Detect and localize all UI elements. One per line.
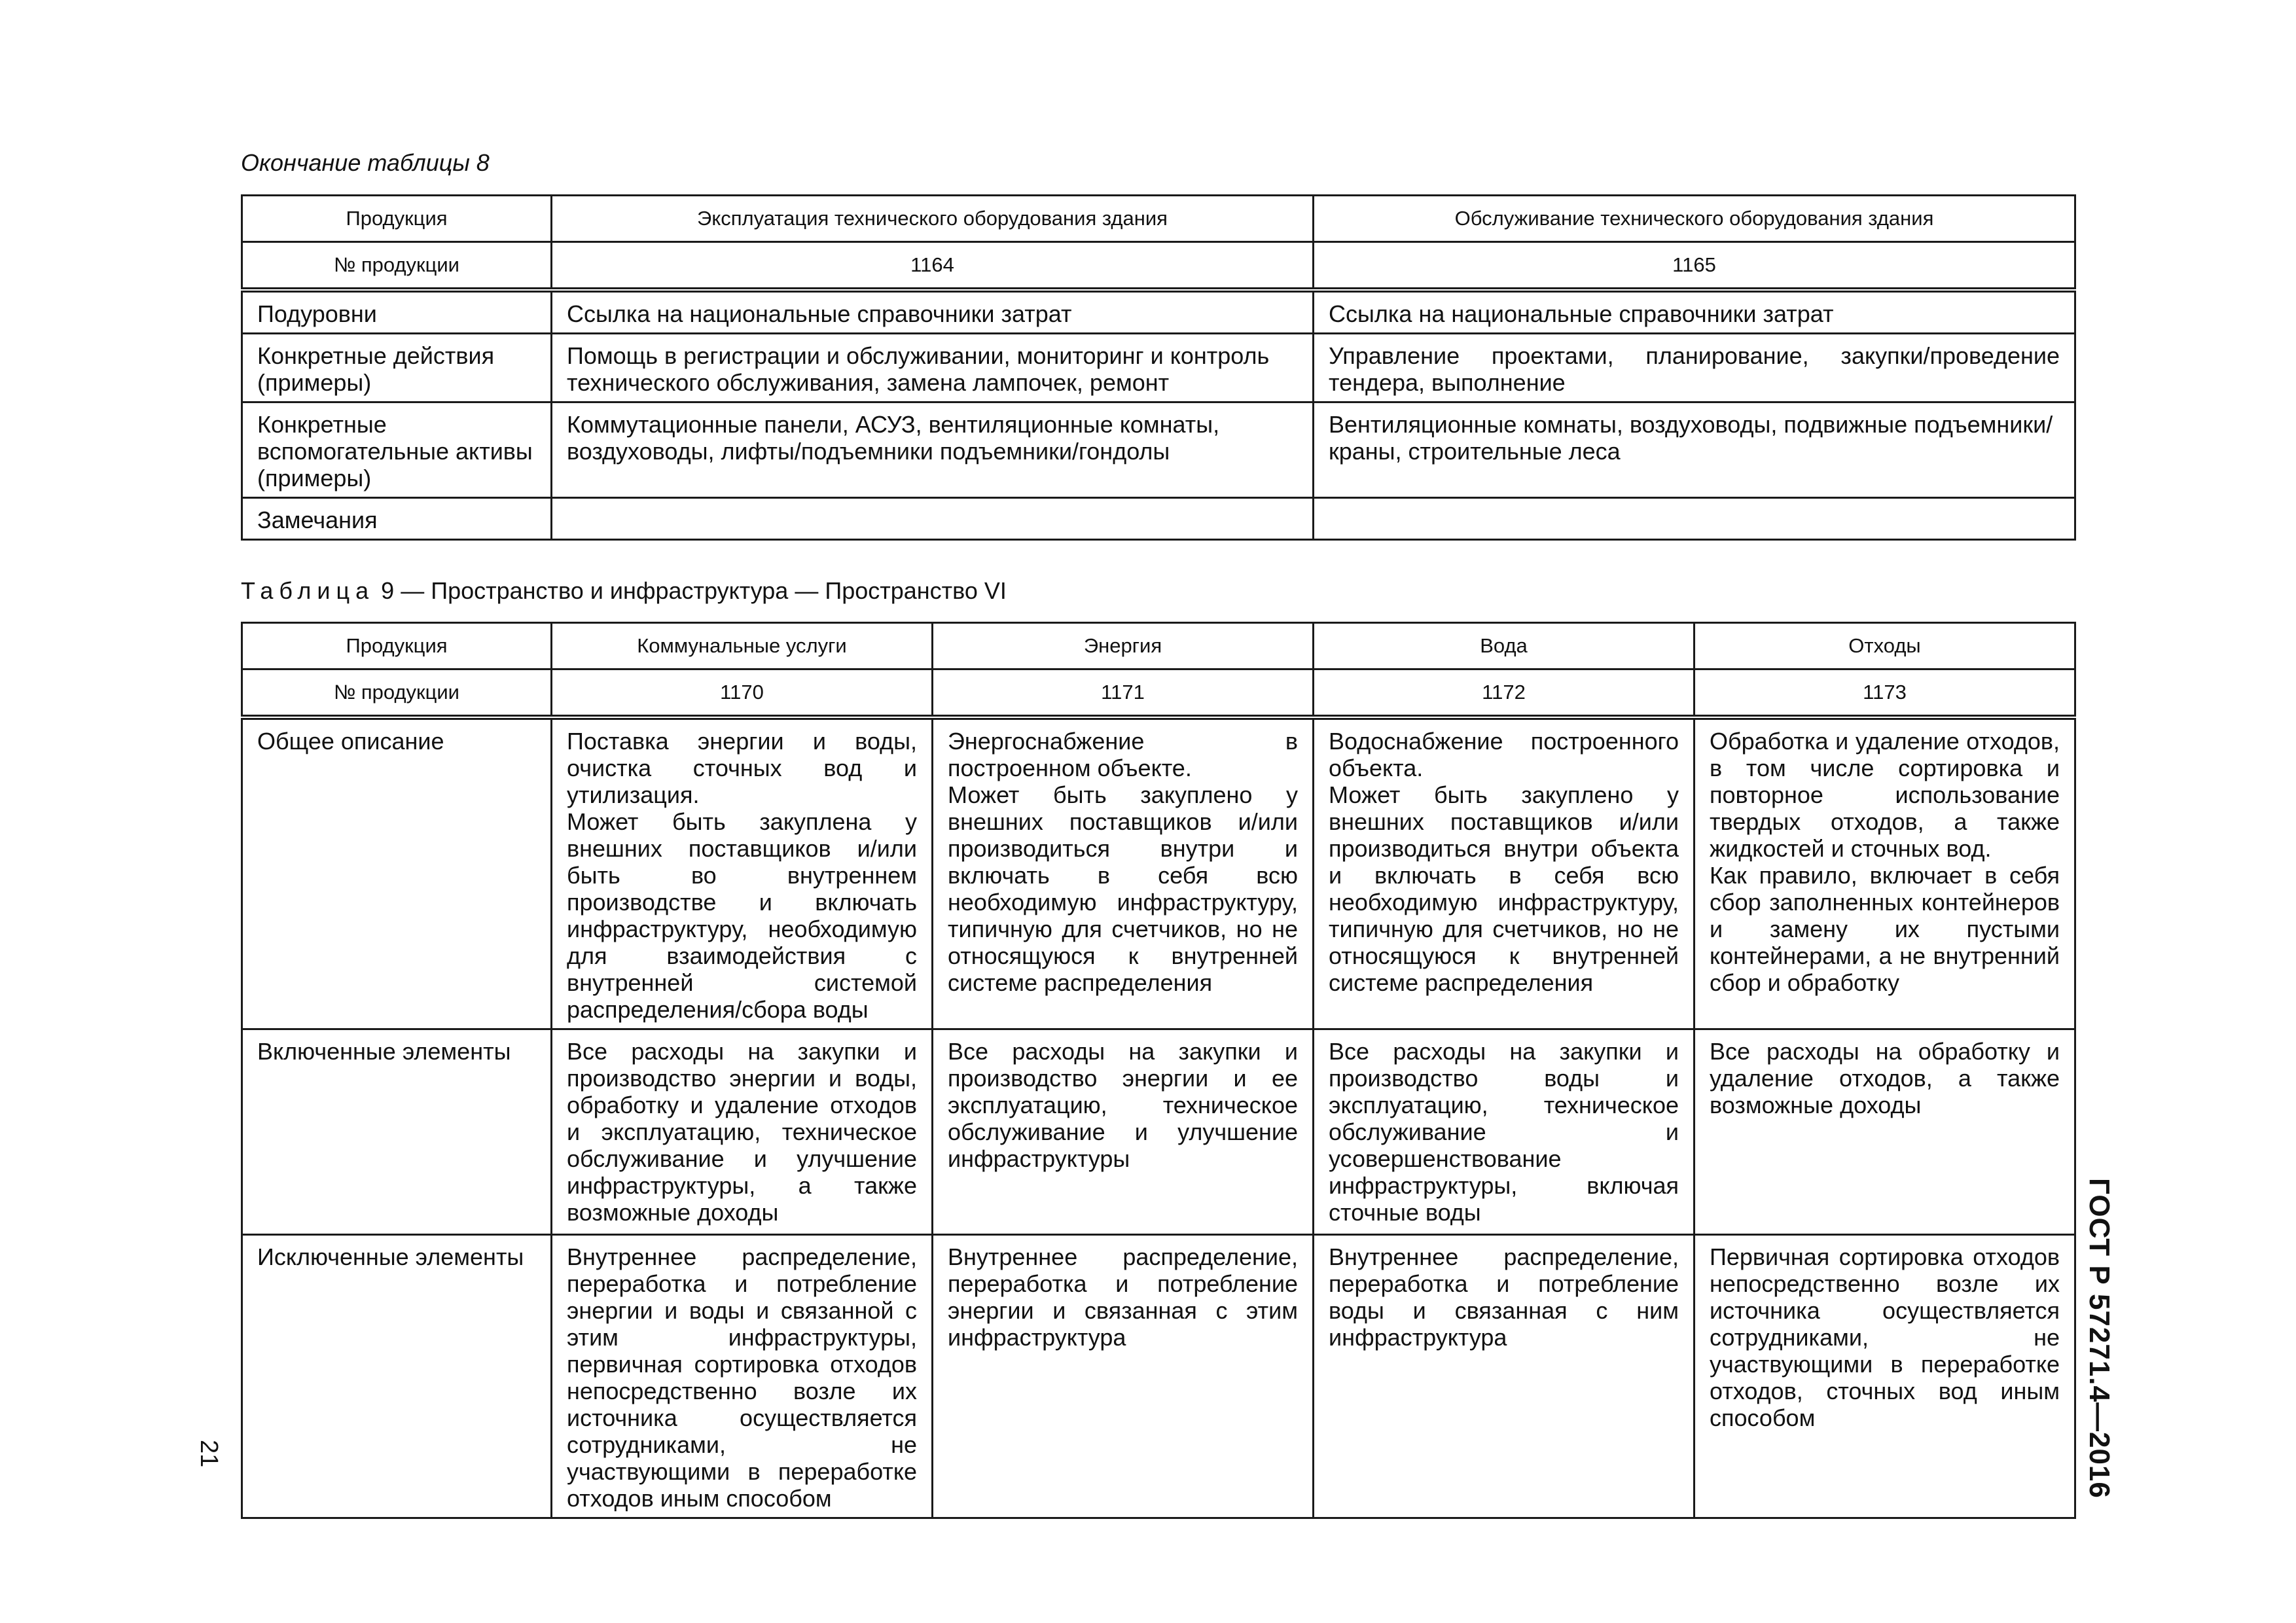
table-row bbox=[242, 290, 2075, 334]
table-cell: Коммутационные панели, АСУЗ, вентиляционные комнаты, воздуховоды, лифты/подъемники подъемники/гондолы bbox=[552, 402, 1314, 498]
table-cell: Ссылка на национальные справочники затрат bbox=[552, 290, 1314, 334]
header-cell: № продукции bbox=[242, 242, 552, 291]
table-header-row bbox=[242, 196, 2075, 242]
standard-title-text: ГОСТ Р 57271.4—2016 bbox=[2083, 1178, 2115, 1499]
row-label: Конкретные действия (примеры) bbox=[242, 334, 552, 402]
table-cell: Помощь в регистрации и обслуживании, мониторинг и контроль технического обслуживания, замена лампочек, ремонт bbox=[552, 334, 1314, 402]
header-cell: Обслуживание технического оборудования здания bbox=[1314, 196, 2075, 242]
table-row bbox=[242, 717, 2075, 1029]
table-header-row bbox=[242, 623, 2075, 669]
table9-caption bbox=[241, 577, 1007, 605]
table8-caption: Окончание таблицы 8 bbox=[241, 149, 490, 176]
table-cell: Все расходы на обработку и удаление отходов, а также возможные доходы bbox=[1695, 1029, 2075, 1235]
table-cell: Внутреннее распределение, переработка и потребление воды и связанная с ним инфраструктура bbox=[1314, 1235, 1695, 1518]
table-row bbox=[242, 1029, 2075, 1235]
table-cell: Ссылка на национальные справочники затрат bbox=[1314, 290, 2075, 334]
table-cell: Все расходы на закупки и производство воды и эксплуатацию, техническое обслуживание и усовершенствование инфраструктуры, включая сточные воды bbox=[1314, 1029, 1695, 1235]
header-cell: Энергия bbox=[933, 623, 1314, 669]
header-cell: Вода bbox=[1314, 623, 1695, 669]
table-row bbox=[242, 1235, 2075, 1518]
table-cell: Водоснабжение построенного объекта. Может быть закуплено у внешних поставщиков и/или производиться внутри объекта и включать в себя всю необходимую инфраструктуру, типичную для счетчиков, но не относящуюся к внутренней системе распределения bbox=[1314, 717, 1695, 1029]
row-label: Общее описание bbox=[242, 717, 552, 1029]
table-row bbox=[242, 498, 2075, 540]
row-label: Исключенные элементы bbox=[242, 1235, 552, 1518]
row-label: Замечания bbox=[242, 498, 552, 540]
header-cell: Продукция bbox=[242, 196, 552, 242]
table-9 bbox=[241, 622, 2076, 1519]
header-cell: Отходы bbox=[1695, 623, 2075, 669]
table-8 bbox=[241, 194, 2076, 541]
product-number: 1173 bbox=[1695, 669, 2075, 718]
product-number: 1171 bbox=[933, 669, 1314, 718]
table-number-row bbox=[242, 242, 2075, 291]
table-cell: Энергоснабжение в построенном объекте. Может быть закуплено у внешних поставщиков и/или производиться внутри и включать в себя всю необходимую инфраструктуру, типичную для счетчиков, но не относящуюся к внутренней системе распределения bbox=[933, 717, 1314, 1029]
table-cell bbox=[1314, 498, 2075, 540]
row-label: Конкретные вспомогательные активы (примеры) bbox=[242, 402, 552, 498]
page-number-text: 21 bbox=[195, 1440, 223, 1468]
product-number: 1170 bbox=[552, 669, 933, 718]
table-row bbox=[242, 334, 2075, 402]
row-label: Подуровни bbox=[242, 290, 552, 334]
row-label: Включенные элементы bbox=[242, 1029, 552, 1235]
header-cell: Коммунальные услуги bbox=[552, 623, 933, 669]
table-cell: Обработка и удаление отходов, в том числе сортировка и повторное использование твердых отходов, а также жидкостей и сточных вод. Как правило, включает в себя сбор заполненных контейнеров и замену их пустыми контейнерами, а не внутренний сбор и обработку bbox=[1695, 717, 2075, 1029]
table-number-row bbox=[242, 669, 2075, 718]
table-cell: Все расходы на закупки и производство энергии и ее эксплуатацию, техническое обслуживание и улучшение инфраструктуры bbox=[933, 1029, 1314, 1235]
header-cell: № продукции bbox=[242, 669, 552, 718]
table9-caption-text: 9 — Пространство и инфраструктура — Пространство VI bbox=[381, 577, 1007, 604]
table-cell: Первичная сортировка отходов непосредственно возле их источника осуществляется сотрудниками, не участвующими в переработке отходов, сточных вод иным способом bbox=[1695, 1235, 2075, 1518]
table-cell: Внутреннее распределение, переработка и потребление энергии и воды и связанной с этим инфраструктуры, первичная сортировка отходов непосредственно возле их источника осуществляется сотрудниками, не участвующими в переработке отходов иным способом bbox=[552, 1235, 933, 1518]
product-number: 1164 bbox=[552, 242, 1314, 291]
table-cell: Все расходы на закупки и производство энергии и воды, обработку и удаление отходов и эксплуатацию, техническое обслуживание и улучшение инфраструктуры, а также возможные доходы bbox=[552, 1029, 933, 1235]
table-row bbox=[242, 402, 2075, 498]
table-cell: Управление проектами, планирование, закупки/проведение тендера, выполнение bbox=[1314, 334, 2075, 402]
table-cell: Внутреннее распределение, переработка и потребление энергии и связанная с этим инфраструктура bbox=[933, 1235, 1314, 1518]
header-cell: Эксплуатация технического оборудования здания bbox=[552, 196, 1314, 242]
product-number: 1165 bbox=[1314, 242, 2075, 291]
table9-caption-word: Таблица bbox=[241, 577, 375, 604]
product-number: 1172 bbox=[1314, 669, 1695, 718]
header-cell: Продукция bbox=[242, 623, 552, 669]
table-cell: Вентиляционные комнаты, воздуховоды, подвижные подъемники/краны, строительные леса bbox=[1314, 402, 2075, 498]
table-cell bbox=[552, 498, 1314, 540]
table-cell: Поставка энергии и воды, очистка сточных вод и утилизация. Может быть закуплена у внешних поставщиков и/или быть во внутреннем производстве и включать инфраструктуру, необходимую для взаимодействия с внутренней системой распределения/сбора воды bbox=[552, 717, 933, 1029]
